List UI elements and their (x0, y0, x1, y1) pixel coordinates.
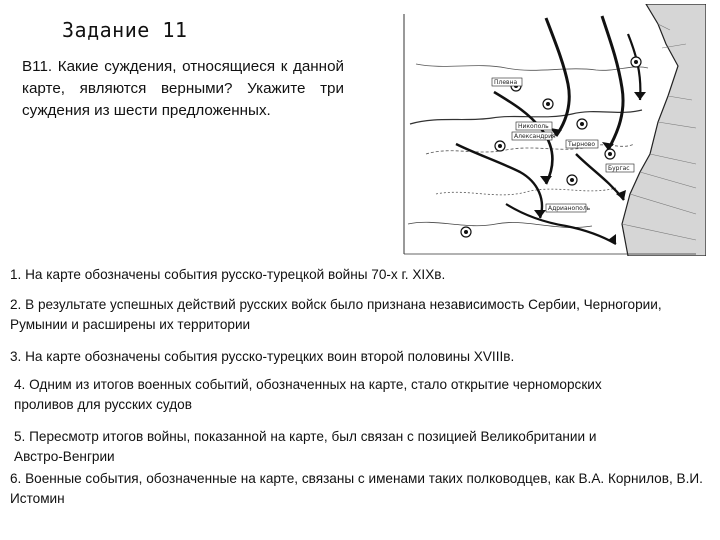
map-label: Александрия (514, 133, 556, 140)
task-title: Задание 11 (62, 18, 188, 42)
map-label: Плевна (494, 79, 518, 86)
answer-option-5: 5. Пересмотр итогов войны, показанной на карте, был связан с позицией Великобритании и Австро-Венгрии (14, 429, 597, 464)
answer-option-6: 6. Военные события, обозначенные на карте, связаны с именами таких полководцев, как В.А. Корнилов, В.И. Истомин (10, 471, 703, 506)
answer-option-4: 4. Одним из итогов военных событий, обозначенных на карте, стало открытие черноморских проливов для русских судов (14, 377, 602, 412)
map-label: Бургас (608, 165, 630, 172)
map-label: Тырново (568, 141, 596, 148)
question-text: В11. Какие суждения, относящиеся к данной карте, являются верными? Укажите три суждения из шести предложенных. (22, 58, 344, 119)
map-label: Никополь (518, 123, 549, 130)
map-drawing (396, 4, 706, 256)
answer-option-2: 2. В результате успешных действий русских войск было признана независимость Сербии, Черногории, Румынии и расширены их территории (10, 297, 662, 332)
answer-option-1: 1. На карте обозначены события русско-турецкой войны 70-х г. XIXв. (10, 267, 446, 282)
historical-map (396, 4, 706, 256)
map-label: Адрианополь (548, 205, 591, 212)
answer-option-3: 3. На карте обозначены события русско-турецких воин второй половины XVIIIв. (10, 349, 515, 364)
